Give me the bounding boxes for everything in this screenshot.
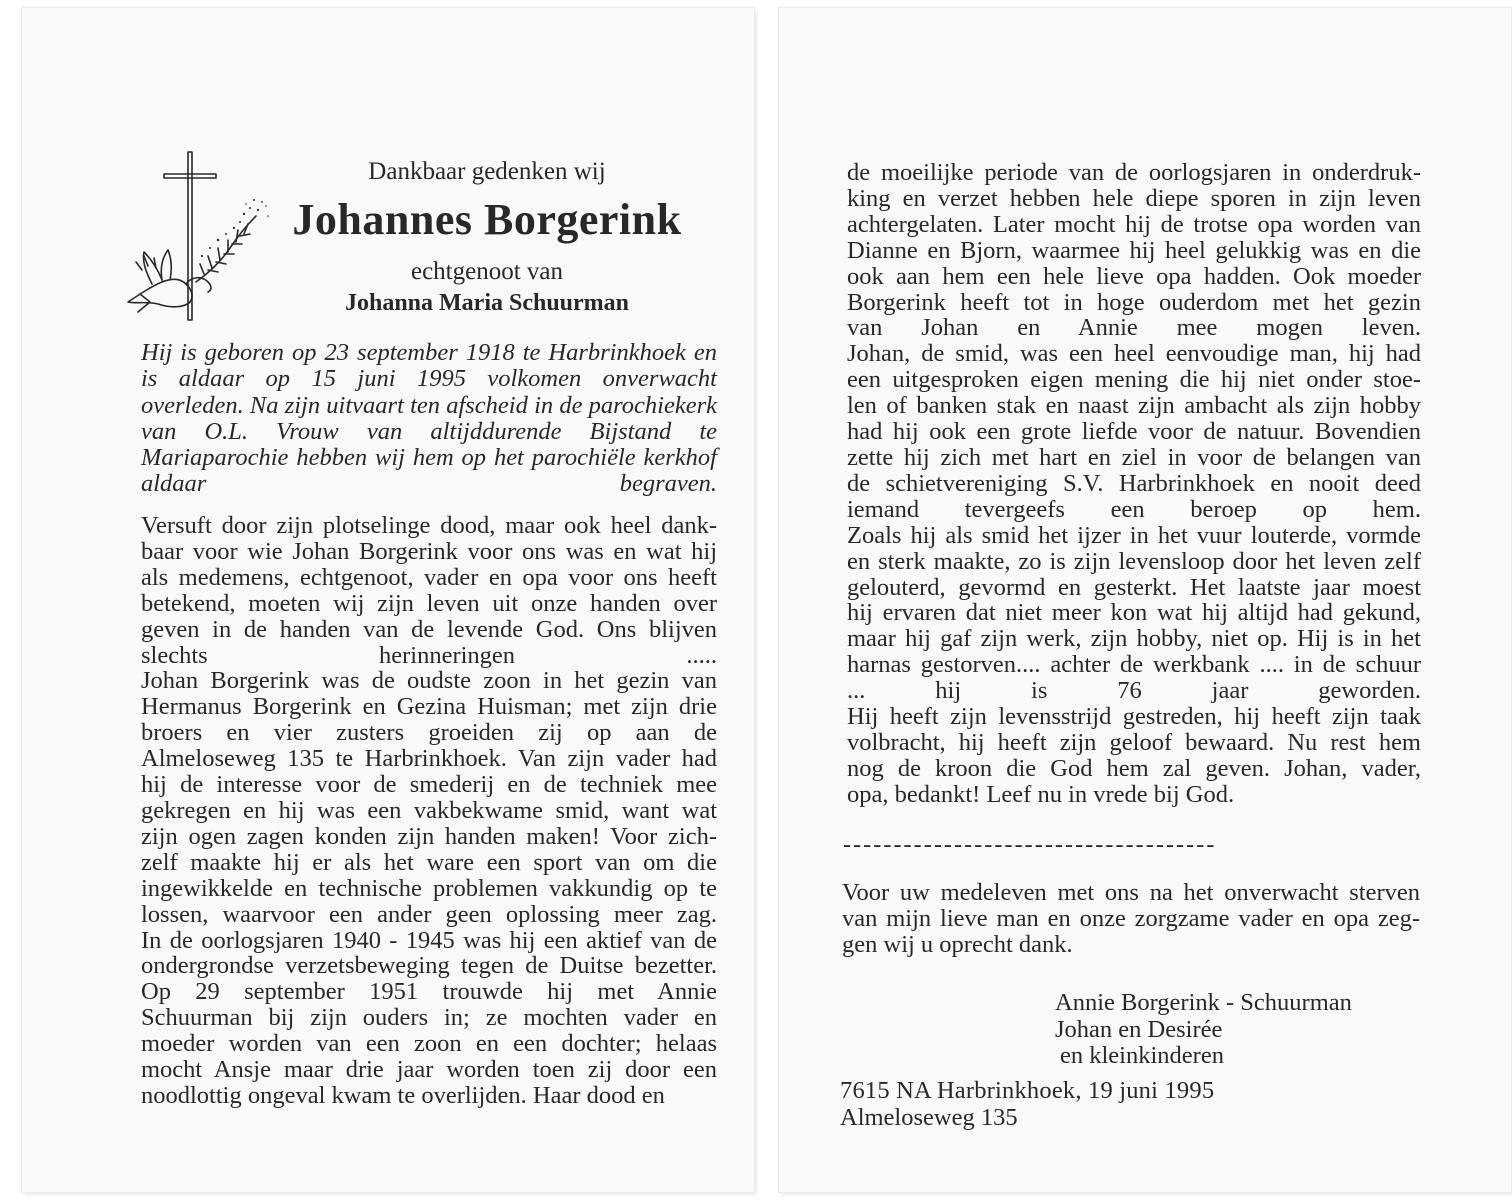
divider-line: ------------------------------------- bbox=[843, 832, 1217, 858]
right-body-text bbox=[847, 160, 1421, 808]
text-line: nog de kroon die God hem zal geven. Johan, vader, bbox=[847, 754, 1421, 782]
text-line: gekregen en hij was een vakbekwame smid, want wat bbox=[141, 796, 717, 824]
text-line: van Johan en Annie mee mogen leven. bbox=[847, 314, 1421, 342]
text-line: zette hij zich met hart en ziel in voor de belangen van bbox=[847, 443, 1421, 471]
address-line: Almeloseweg 135 bbox=[840, 1103, 1018, 1131]
text-line: achtergelaten. Later mocht hij de trotse opa worden van bbox=[847, 210, 1421, 238]
text-line: harnas gestorven.... achter de werkbank .... in de schuur bbox=[847, 651, 1421, 679]
text-line: len of banken stak en naast zijn ambacht als zijn hobby bbox=[847, 392, 1421, 420]
deceased-name: Johannes Borgerink bbox=[292, 195, 682, 244]
text-line: Dianne en Bjorn, waarmee hij heel gelukkig was en die bbox=[847, 236, 1421, 264]
text-line: geven in de handen van de levende God. Ons blijven bbox=[141, 615, 717, 643]
text-line: hij de interesse voor de smederij en de techniek mee bbox=[141, 771, 717, 799]
signature-line: en kleinkinderen bbox=[1060, 1042, 1224, 1069]
text-line: volbracht, hij heeft zijn geloof bewaard. Nu rest hem bbox=[847, 728, 1421, 756]
text-line: een uitgesproken eigen mening die hij niet onder stoe- bbox=[847, 366, 1421, 394]
text-line: Borgerink heeft tot in hoge ouderdom met het gezin bbox=[847, 288, 1421, 316]
text-line: ingewikkelde en technische problemen vakkundig op te bbox=[141, 874, 717, 902]
text-line: en sterk maakte, zo is zijn levensloop door het leven zelf bbox=[847, 547, 1421, 575]
text-line: zelf maakte hij er als het ware een sport van om die bbox=[141, 848, 717, 876]
spouse-label: echtgenoot van bbox=[410, 258, 564, 285]
text-line: moeder worden van een zoon en een dochter; helaas bbox=[141, 1030, 717, 1058]
text-line: ook aan hem een hele lieve opa hadden. Ook moeder bbox=[847, 262, 1421, 290]
text-line: had hij ook een grote liefde voor de natuur. Bovendien bbox=[847, 418, 1421, 446]
text-line: broers en vier zusters groeiden zij op aan de bbox=[141, 719, 717, 747]
text-line: hij ervaren dat niet meer kon wat hij altijd had gekund, bbox=[847, 599, 1421, 627]
signature-line: Annie Borgerink - Schuurman bbox=[1055, 989, 1352, 1016]
text-line: king en verzet hebben hele diepe sporen in zijn leven bbox=[847, 184, 1421, 212]
birth-death-paragraph: Hij is geboren op 23 september 1918 te Harbrinkhoek en is aldaar op 15 juni 1995 volkomen onverwacht overleden. Na zijn uitvaart ten afscheid in de parochiekerk van O.L. Vrouw van altijddurende Bijstand te Mariaparochie hebben wij hem op het parochiële kerkhof aldaar begraven. bbox=[141, 339, 717, 498]
text-line: ... hij is 76 jaar geworden. bbox=[847, 677, 1421, 705]
text-line: Versuft door zijn plotselinge dood, maar ook heel dank- bbox=[141, 512, 717, 539]
text-line: de schietvereniging S.V. Harbrinkhoek en nooit deed bbox=[847, 469, 1421, 497]
text-line: ondergrondse verzetsbeweging tegen de Duitse bezetter. bbox=[141, 952, 717, 980]
text-line: Hermanus Borgerink en Gezina Huisman; met zijn drie bbox=[141, 693, 717, 721]
thanks-paragraph bbox=[842, 880, 1420, 958]
intro-line: Dankbaar gedenken wij bbox=[368, 158, 606, 185]
address-line: 7615 NA Harbrinkhoek, 19 juni 1995 bbox=[840, 1077, 1215, 1104]
cross-with-dove-icon bbox=[122, 144, 272, 324]
text-line: Op 29 september 1951 trouwde hij met Annie bbox=[141, 978, 717, 1006]
signature-line: Johan en Desirée bbox=[1055, 1015, 1223, 1043]
text-line: zijn ogen zagen konden zijn handen maken! Voor zich- bbox=[141, 822, 717, 850]
text-line: als medemens, echtgenoot, vader en opa voor ons heeft bbox=[141, 563, 717, 591]
text-line: Hij heeft zijn levensstrijd gestreden, hij heeft zijn taak bbox=[847, 703, 1421, 731]
text-line: betekend, moeten wij zijn leven uit onze handen over bbox=[141, 589, 717, 617]
text-line: mocht Ansje maar drie jaar worden toen zij door een bbox=[141, 1056, 717, 1084]
text-line: Zoals hij als smid het ijzer in het vuur louterde, vormde bbox=[847, 521, 1421, 549]
text-line: Almeloseweg 135 te Harbrinkhoek. Van zijn vader had bbox=[141, 745, 717, 773]
text-line: noodlottig ongeval kwam te overlijden. Haar dood en bbox=[141, 1081, 665, 1109]
left-body-text bbox=[141, 513, 717, 1109]
text-line: Johan Borgerink was de oudste zoon in het gezin van bbox=[141, 667, 717, 695]
left-page bbox=[22, 8, 754, 1192]
right-page bbox=[779, 8, 1511, 1192]
text-line: lossen, waarvoor een ander geen oplossing meer zag. bbox=[141, 900, 717, 928]
text-line: opa, bedankt! Leef nu in vrede bij God. bbox=[847, 780, 1235, 808]
text-line: gelouterd, gevormd en gesterkt. Het laatste jaar moest bbox=[847, 573, 1421, 601]
text-line: maar hij gaf zijn werk, zijn hobby, niet op. Hij is in het bbox=[847, 625, 1421, 653]
text-line: Schuurman bij zijn ouders in; ze mochten vader en bbox=[141, 1004, 717, 1032]
text-line: baar voor wie Johan Borgerink voor ons was en wat hij bbox=[141, 537, 717, 565]
spouse-name: Johanna Maria Schuurman bbox=[344, 290, 630, 316]
address-block bbox=[840, 1078, 1214, 1131]
text-line: Johan, de smid, was een heel eenvoudige man, hij had bbox=[847, 340, 1421, 368]
text-line: de moeilijke periode van de oorlogsjaren in onderdruk- bbox=[847, 159, 1421, 186]
signature-block bbox=[1055, 990, 1352, 1070]
text-line: slechts herinneringen ..... bbox=[141, 641, 717, 669]
text-line: van mijn lieve man en onze zorgzame vader en opa zeg- bbox=[842, 904, 1420, 932]
text-line: iemand tevergeefs een beroep op hem. bbox=[847, 495, 1421, 523]
text-line: In de oorlogsjaren 1940 - 1945 was hij een aktief van de bbox=[141, 926, 717, 954]
text-line: Voor uw medeleven met ons na het onverwacht sterven bbox=[842, 879, 1420, 906]
text-line: gen wij u oprecht dank. bbox=[842, 930, 1073, 958]
